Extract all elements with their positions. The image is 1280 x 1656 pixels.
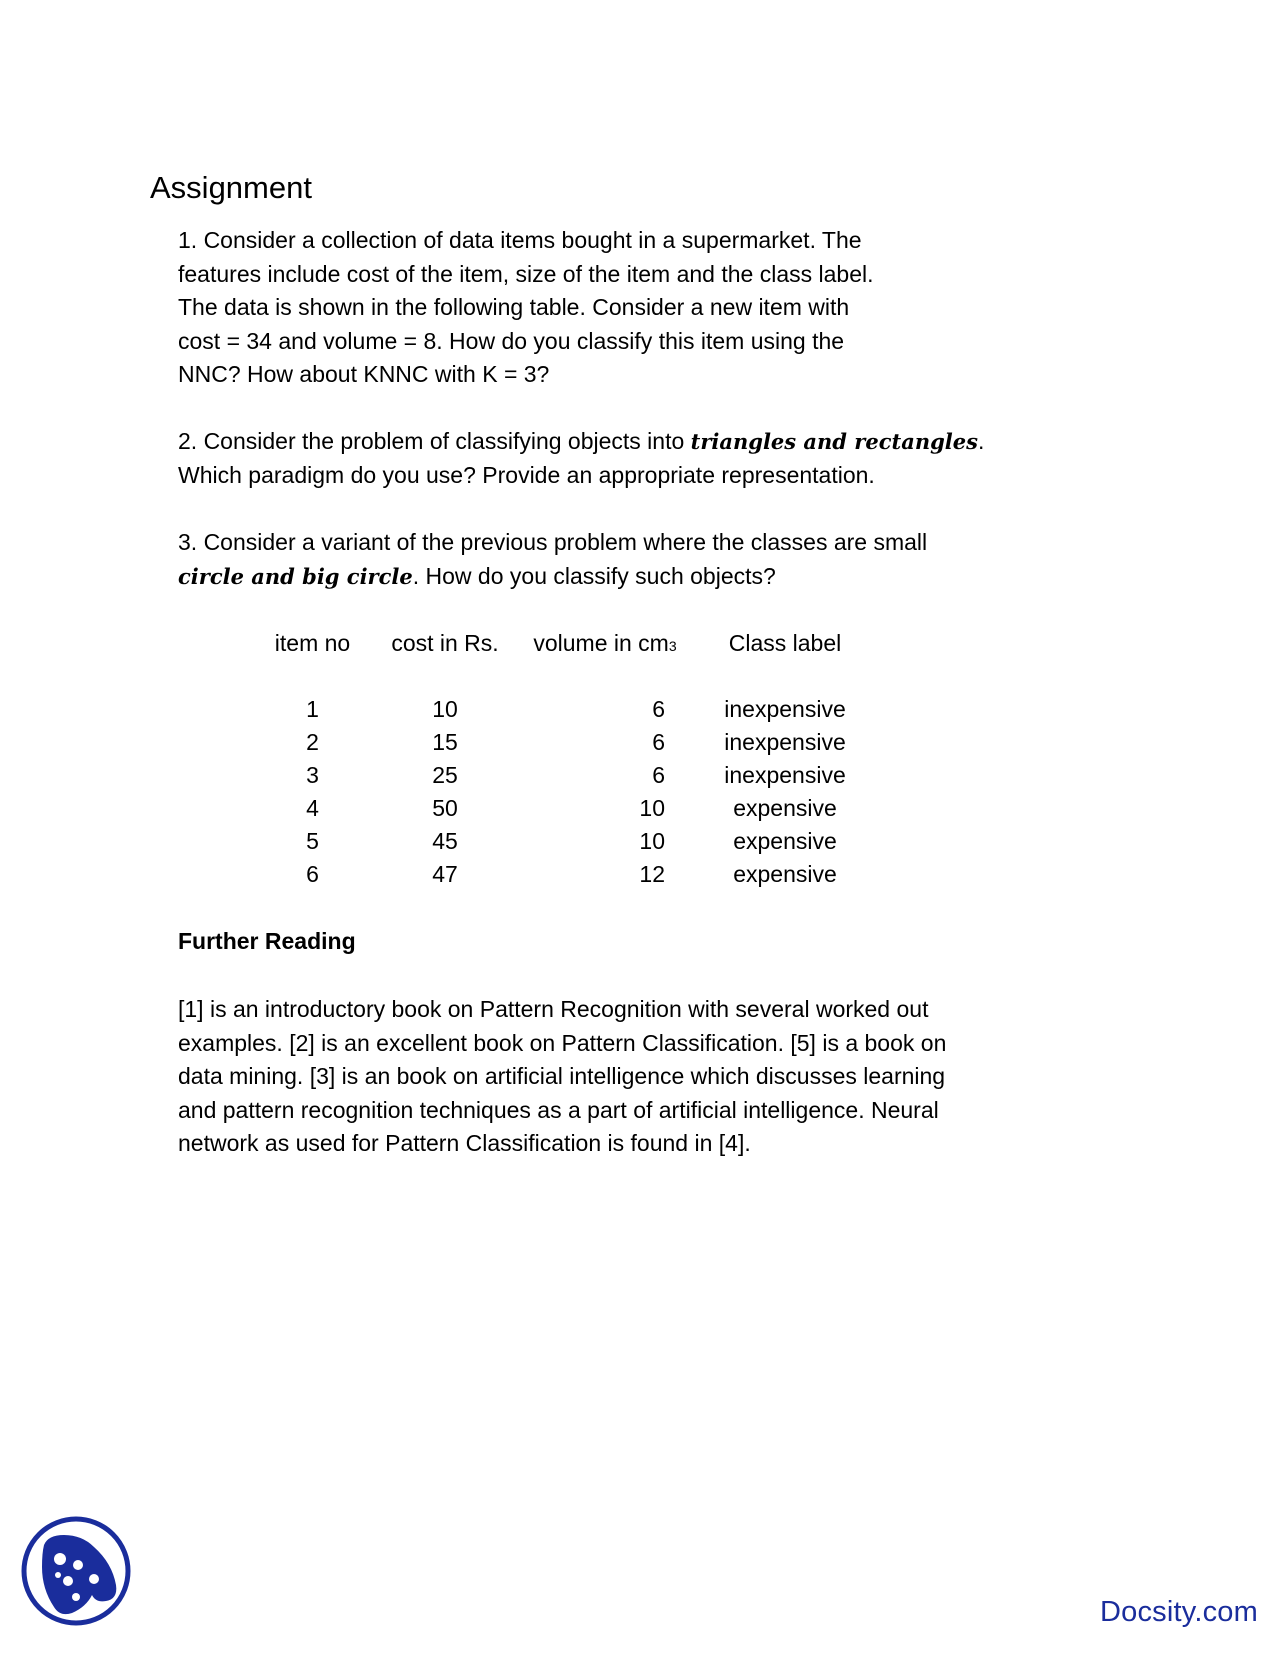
further-reading-line: [1] is an introductory book on Pattern Recognition with several worked out (178, 996, 929, 1022)
table-spacer (250, 660, 875, 693)
page-title: Assignment (150, 169, 312, 205)
cell-class-label: inexpensive (724, 729, 846, 755)
header-volume-exponent: 3 (668, 638, 677, 654)
question-2-period: . (977, 428, 985, 454)
question-2-emphasis: triangles and rectangles (690, 429, 978, 454)
docsity-logo-graphic (20, 1515, 132, 1627)
question-1 (178, 224, 873, 392)
cell-item-no: 6 (306, 861, 319, 887)
table-header-row (250, 627, 875, 660)
further-reading-line: and pattern recognition techniques as a part of artificial intelligence. Neural (178, 1096, 939, 1123)
data-table (250, 627, 875, 891)
cell-volume: 10 (639, 828, 665, 854)
cell-volume: 10 (639, 795, 665, 821)
cell-cost: 25 (432, 762, 458, 788)
cell-cost: 10 (432, 696, 458, 722)
question-2-line (178, 425, 984, 459)
header-class-label: Class label (728, 630, 842, 656)
cell-cost: 45 (432, 828, 458, 854)
table-row (250, 726, 875, 759)
question-1-line: 1. Consider a collection of data items bought in a supermarket. The (178, 227, 862, 253)
cell-volume: 6 (652, 729, 665, 755)
table-row (250, 759, 875, 792)
question-1-line: cost = 34 and volume = 8. How do you classify this item using the (178, 327, 845, 354)
cell-class-label: expensive (733, 828, 837, 854)
table-row (250, 825, 875, 858)
cell-item-no: 5 (306, 828, 319, 854)
cell-item-no: 4 (306, 795, 319, 821)
docsity-brand-link[interactable]: Docsity.com (1100, 1596, 1258, 1628)
question-3 (178, 526, 927, 593)
cell-volume: 6 (652, 762, 665, 788)
question-1-line: NNC? How about KNNC with K = 3? (178, 361, 550, 387)
question-2 (178, 425, 984, 492)
header-item-no: item no (274, 630, 351, 656)
question-1-line: The data is shown in the following table. Consider a new item with (178, 294, 850, 320)
question-3-line: 3. Consider a variant of the previous problem where the classes are small (178, 529, 928, 555)
docsity-logo-icon[interactable] (20, 1515, 132, 1627)
header-volume-text: volume in cm (533, 630, 669, 656)
cell-cost: 50 (432, 795, 458, 821)
cell-volume: 12 (639, 861, 665, 887)
cell-class-label: expensive (733, 795, 837, 821)
question-2-text: 2. Consider the problem of classifying objects into (178, 428, 691, 454)
question-3-line (178, 560, 927, 594)
cell-item-no: 2 (306, 729, 319, 755)
cell-class-label: inexpensive (724, 696, 846, 722)
further-reading-line: data mining. [3] is an book on artificial intelligence which discusses learning (178, 1063, 946, 1089)
cell-cost: 15 (432, 729, 458, 755)
header-cost: cost in Rs. (391, 630, 499, 656)
cell-cost: 47 (432, 861, 458, 887)
cell-volume: 6 (652, 696, 665, 722)
further-reading-heading: Further Reading (178, 928, 356, 954)
question-3-emphasis: circle and big circle (178, 563, 413, 589)
question-3-text: . How do you classify such objects? (412, 562, 776, 589)
cell-item-no: 1 (306, 696, 319, 722)
table-row (250, 792, 875, 825)
question-2-line: Which paradigm do you use? Provide an appropriate representation. (178, 461, 875, 488)
cell-class-label: inexpensive (724, 762, 846, 788)
question-1-line: features include cost of the item, size of the item and the class label. (178, 260, 874, 287)
further-reading-line: examples. [2] is an excellent book on Pattern Classification. [5] is a book on (178, 1029, 947, 1056)
table-row (250, 693, 875, 726)
further-reading-line: network as used for Pattern Classification is found in [4]. (178, 1130, 751, 1156)
cell-item-no: 3 (306, 762, 319, 788)
header-volume (515, 627, 695, 660)
further-reading-text (178, 993, 946, 1161)
cell-class-label: expensive (733, 861, 837, 887)
table-row (250, 858, 875, 891)
